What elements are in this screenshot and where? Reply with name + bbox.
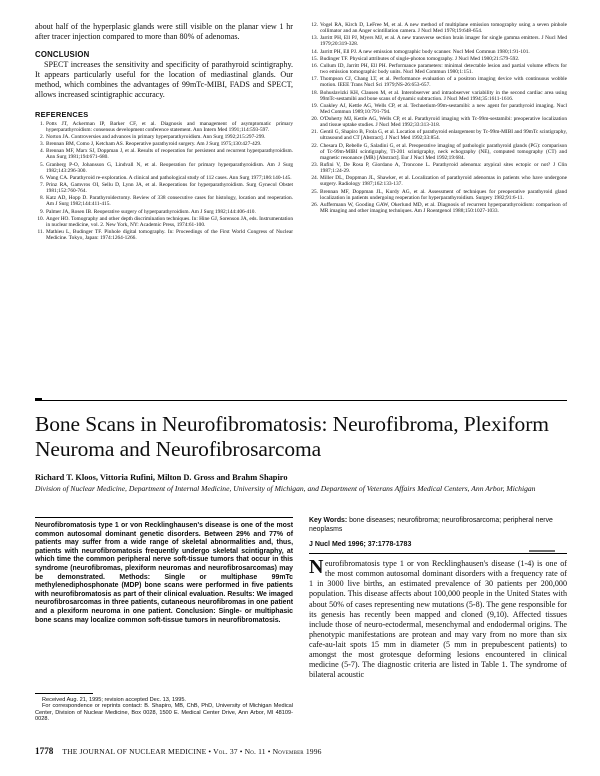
reference-text: Brennan MF, Doppman JL, Kurdy AG, et al. Assessment of techniques for preoperative parathyroid gland localization in patients undergoing reoperation for hyperparathyroidism. Surgery 1982;91:6-11. <box>320 188 567 201</box>
reference-text: Vogel RA, Kirch D, LeFree M, et al. A new method of multiplane emission tomography using a seven pinhole collimator and an Anger scintillation camera. J Nucl Med 1978;19:648-654. <box>320 22 567 35</box>
reference-number: 24. <box>311 175 318 182</box>
reference-number: 11. <box>37 229 44 236</box>
reference-text: Prinz RA, Gamvros OI, Sellu D, Lynn JA, et al. Reoperations for hyperparathyroidism. Surg Gynecol Obstet 1981;152:760-764. <box>46 182 293 195</box>
reference-text: Auffermann W, Gooding GAW, Okerlund MD, et al. Diagnosis of recurrent hyperparathyroidism: comparison of MR imaging and other imaging techniques. Am J Roentgenol 1988;150:1027-1033. <box>320 201 567 214</box>
article-separator-rule <box>35 400 567 401</box>
reference-text: Potts JT, Ackerman IP, Barker CF, et al. Diagnosis and management of asymptomatic primary hyperparathyroidism: consensus development conference statement. Ann Intern Med 1991;114:593-597. <box>46 120 293 133</box>
reference-number: 17. <box>311 76 318 83</box>
keywords-column <box>309 517 567 680</box>
reference-item <box>35 182 293 194</box>
reference-text: Palmer JA, Rosen IB. Reoperative surgery of hyperparathyroidism. Am J Surg 1982;144:406-410. <box>46 208 256 215</box>
page-footer <box>35 746 567 756</box>
reference-number: 16. <box>311 63 318 70</box>
reference-number: 25. <box>311 188 318 195</box>
references-heading: REFERENCES <box>35 109 89 119</box>
reference-number: 19. <box>311 102 318 109</box>
reference-item <box>309 103 567 115</box>
footnote-correspondence: For correspondence or reprints contact: B. Shapiro, MB, ChB, PhD, University of Michigan Medical Center, Division of Nuclear Medicine, Box 0028, 1500 E. Medical Center Drive, Ann Arbor, MI 48109-0028. <box>35 703 293 723</box>
reference-text: Thompson CJ, Chang LT, et al. Performance evaluation of a positron imaging device with continuous wobble motion. IEEE Trans Nucl Sci 1979;NS-26:653-657. <box>320 76 567 89</box>
reference-number: 9. <box>39 208 44 215</box>
reference-item <box>309 49 567 55</box>
reference-text: Budinger TF. Physical attributes of single-photon tomography. J Nucl Med 1980;21:579-592. <box>320 55 520 62</box>
intro-text: eurofibromatosis type 1 or von Recklinghausen's disease (1-4) is one of the most common autosomal dominant disorders with a frequency rate of 1 in 3000 live births, an estimated prevalence of 30 patients per 200,000 population. This disease affects about 100,000 people in the United States with about 50% of cases representing new mutations (5-8). The gene responsible for its genesis has recently been mapped and cloned (9,10). Affected tissues include those of neuro-ectodermal, mesenchymal and endodermal origins. The phenotypic manifestations are protean and may vary from no more than six cafe-au-lait spots 15 mm in diameter (5 mm in prepubescent patients) to amongst the most grotesque deforming lesions encountered in clinical medicine (5-7). The diagnostic criteria are listed in Table 1. The syndrome of bilateral acoustic <box>309 559 567 680</box>
reference-number: 3. <box>39 141 44 148</box>
abstract-results-label: Results: <box>227 590 255 598</box>
reference-number: 4. <box>39 148 44 155</box>
previous-article-left-column <box>35 22 293 242</box>
affiliation-line: Division of Nuclear Medicine, Department of Internal Medicine, University of Michigan, and Department of Veterans Affairs Medical Centers, Ann Arbor, Michigan <box>35 484 536 493</box>
reference-text: Norton JA. Controversies and advances in primary hyperparathyroidism. Ann Surg 1992;215:297-299. <box>46 133 266 140</box>
reference-number: 14. <box>311 48 318 55</box>
reference-number: 10. <box>37 215 44 222</box>
keywords-text: bone diseases; neurofibroma; neurofibrosarcoma; peripheral nerve neoplasms <box>309 517 553 533</box>
abstract-column <box>35 517 293 625</box>
reference-number: 1. <box>39 120 44 127</box>
footnote-received: Received Aug. 21, 1995; revision accepted Dec. 13, 1995. <box>42 696 186 703</box>
reference-number: 23. <box>311 162 318 169</box>
reference-list-right <box>309 22 567 214</box>
page-number: 1778 <box>35 746 54 756</box>
abstract-methods: Single or multiphase 99mTc methylenediphosphonate (MDP) bone scans were performed in five patients with neurofibromatosis as part of their clinical evaluation. <box>35 573 293 598</box>
reference-item <box>35 229 293 241</box>
reference-number: 22. <box>311 142 318 149</box>
reference-number: 12. <box>311 22 318 28</box>
abstract-conclusion: Single- or multiphasic bone scans may localize common soft-tissue tumors in neurofibromatosis. <box>35 607 294 624</box>
previous-article-columns <box>35 22 567 242</box>
reference-text: Wang CA. Parathyroid re-exploration. A clinical and pathological study of 112 cases. Ann Surg 1977;186:140-145. <box>46 174 292 181</box>
footnote-block <box>35 693 293 723</box>
reference-text: Brennan MF, Marx SJ, Doppman J, et al. Results of reoperation for persistent and recurrent hyperparathyroidism. Ann Surg 1981;194:671-680. <box>46 148 293 161</box>
reference-item <box>35 141 293 147</box>
reference-number: 2. <box>39 133 44 140</box>
abstract-and-intro <box>35 517 567 680</box>
reference-number: 18. <box>311 89 318 96</box>
footnote-rule <box>35 693 93 694</box>
keywords-label: Key Words: <box>309 517 348 524</box>
reference-text: Miller DL, Doppman JL, Shawker, et al. Localization of parathyroid adenomas in patients who have undergone surgery. Radiology 1987;162:133-137. <box>320 175 567 188</box>
reference-item <box>35 195 293 207</box>
reference-item <box>35 134 293 140</box>
reference-number: 7. <box>39 182 44 189</box>
reference-number: 5. <box>39 161 44 168</box>
reference-text: Brennan BM, Como J, Ketcham AS. Reoperative parathyroid surgery. Am J Surg 1975;130:427-429. <box>46 141 262 148</box>
reference-text: Chesara D, Rebelle G, Saladini G, et al. Preoperative imaging of pathologic parathyroid glands (PG): comparison of Tc-99m-MIBI scintigraphy, Tl-201 scintigraphy, neck echography (NE), computed tomography (CT) and magnetic resonance (MR) [Abstract]. Eur J Nucl Med 1992;19:684. <box>320 142 567 161</box>
reference-text: Gentil G, Shapiro B, Frola G, et al. Location of parathyroid enlargement by Tc-99m-MIBI and 99mTc scintigraphy, ultrasound and CT [Abstract]. J Nucl Med 1992;33:854. <box>320 129 567 142</box>
reference-item <box>309 143 567 161</box>
reference-number: 8. <box>39 195 44 202</box>
reference-item <box>309 189 567 201</box>
reference-item <box>35 209 293 215</box>
reference-text: O'Doherty MJ, Kettle AG, Wells CP, et al. Parathyroid imaging with Tc-99m-sestamibi: preoperative localization and tissue uptake studies. J Nucl Med 1992;33:313-318. <box>320 116 567 129</box>
footer-journal-line: THE JOURNAL OF NUCLEAR MEDICINE • Vol. 37 • No. 11 • November 1996 <box>62 747 322 756</box>
reference-number: 13. <box>311 35 318 42</box>
reference-text: Jarritt PH, Ell PJ, Myers MJ, et al. A new transverse section brain imager for single gamma emitters. J Nucl Med 1979;20:319-328. <box>320 35 567 48</box>
conclusion-heading: CONCLUSION <box>35 50 90 60</box>
reference-text: Jarritt PH, Ell PJ. A new emission tomographic body scanner. Nucl Med Commun 1980;1:91-101. <box>320 48 530 55</box>
drop-cap: N <box>309 556 324 579</box>
reference-item <box>35 175 293 181</box>
reference-text: Bohuslavizki KH, Clausen M, et al. Interobserver and intraobserver variability in the second cardiac area using 99mTc-sestamibi and bone scans of dynamic subtraction. J Nucl Med 1994;35:1611-1616. <box>320 89 567 102</box>
reference-number: 15. <box>311 55 318 62</box>
reference-item <box>309 76 567 88</box>
reference-list-left <box>35 121 293 242</box>
reference-item <box>309 162 567 174</box>
reference-item <box>309 129 567 141</box>
abstract-text <box>35 522 293 625</box>
reference-number: 20. <box>311 116 318 123</box>
abstract-conclusion-label: Conclusion: <box>175 607 216 615</box>
reference-item <box>35 162 293 174</box>
reference-item <box>309 63 567 75</box>
abstract-methods-label: Methods: <box>119 573 151 581</box>
reference-text: Rufini V, De Rosa P, Giordano A, Troncone L. Parathyroid adenoma: atypical sites ectopic or not? J Clin 1987;1:24-29. <box>320 162 567 175</box>
abstract-intro: Neurofibromatosis type 1 or von Recklinghausen's disease is one of the most common autosomal dominant genetic disorders. Between 29% and 77% of patients may suffer from a wide range of skeletal abnormalities and, thus, patients with neurofibromatosis frequently undergo skeletal scintigraphy, at which time the common peripheral nerve soft-tissue tumors that occur in this syndrome (neurofibromas, plexiform neuromas and neurofibrosarcomas) may be demonstrated. <box>35 522 293 581</box>
reference-item <box>309 35 567 47</box>
reference-text: Katz AD, Hopp D. Parathyroidectomy. Review of 338 consecutive cases for histology, location and reoperation. Am J Surg 1982;144:411-415. <box>46 195 293 208</box>
intro-paragraph <box>309 556 567 680</box>
reference-text: Mathieu L, Budinger TF. Pinhole digital tomography. In: Proceedings of the First World Congress of Nuclear Medicine. Tokyo, Japan: 1974:1264-1266. <box>46 229 293 242</box>
intro-top-rule <box>309 553 567 554</box>
reference-item <box>309 56 567 62</box>
reference-item <box>309 175 567 187</box>
abstract-top-rule <box>35 517 293 518</box>
reference-item <box>35 121 293 133</box>
reference-item <box>35 148 293 160</box>
article-header <box>35 412 567 493</box>
reference-text: Granberg P-O, Johansson G, Lindvall N, et al. Reoperation for primary hyperparathyroidism. Am J Surg 1982;143:296-300. <box>46 161 293 174</box>
previous-article-body-tail: about half of the hyperplasic glands were still visible on the planar view 1 hr after tracer injection compared to more than 80% of adenomas. <box>35 22 293 42</box>
reference-text: Cullum ID, Jarritt PH, Ell PH. Performance parameters: minimal detectable lesion and partial volume effects for two emission tomographic body units. Nucl Med Commun 1980;1:151. <box>320 63 567 76</box>
reference-item <box>309 22 567 34</box>
conclusion-text: SPECT increases the sensitivity and specificity of parathyroid scintigraphy. It appears particularly useful for the location of mediastinal glands. Our method, which combines the advantages of 99mTc-MIBI, FADS and SPECT, allows increased scintigraphic accuracy. <box>35 60 293 100</box>
author-line: Richard T. Kloos, Vittoria Rufini, Milton D. Gross and Brahm Shapiro <box>35 473 288 482</box>
reference-item <box>309 116 567 128</box>
reference-number: 6. <box>39 174 44 181</box>
reference-number: 26. <box>311 201 318 208</box>
journal-citation: J Nucl Med 1996; 37:1778-1783 <box>309 541 412 549</box>
previous-article-right-column <box>309 22 567 215</box>
keywords-block <box>309 517 567 534</box>
reference-item <box>309 202 567 214</box>
reference-item <box>309 90 567 102</box>
reference-text: Anger HO. Tomography and other depth discrimination techniques. In: Hine GJ, Sorenson JA, eds. Instrumentation in nuclear medicine, vol. 2. New York, NY: Academic Press, 1974:61-100. <box>46 215 293 228</box>
abstract-results: We imaged neurofibrosarcomas in three patients, cutaneous neurofibromas in one patient and a plexiform neuroma in one patient. <box>35 590 293 615</box>
reference-number: 21. <box>311 129 318 136</box>
page-title: Bone Scans in Neurofibromatosis: Neurofibroma, Plexiform Neuroma and Neurofibrosarcoma <box>35 412 549 461</box>
reference-text: Coakley AJ, Kettle AG, Wells CP, et al. Technetium-99m-sestamibi: a new agent for parathyroid imaging. Nucl Med Commun 1989;10:791-794. <box>320 102 567 115</box>
reference-item <box>35 216 293 228</box>
